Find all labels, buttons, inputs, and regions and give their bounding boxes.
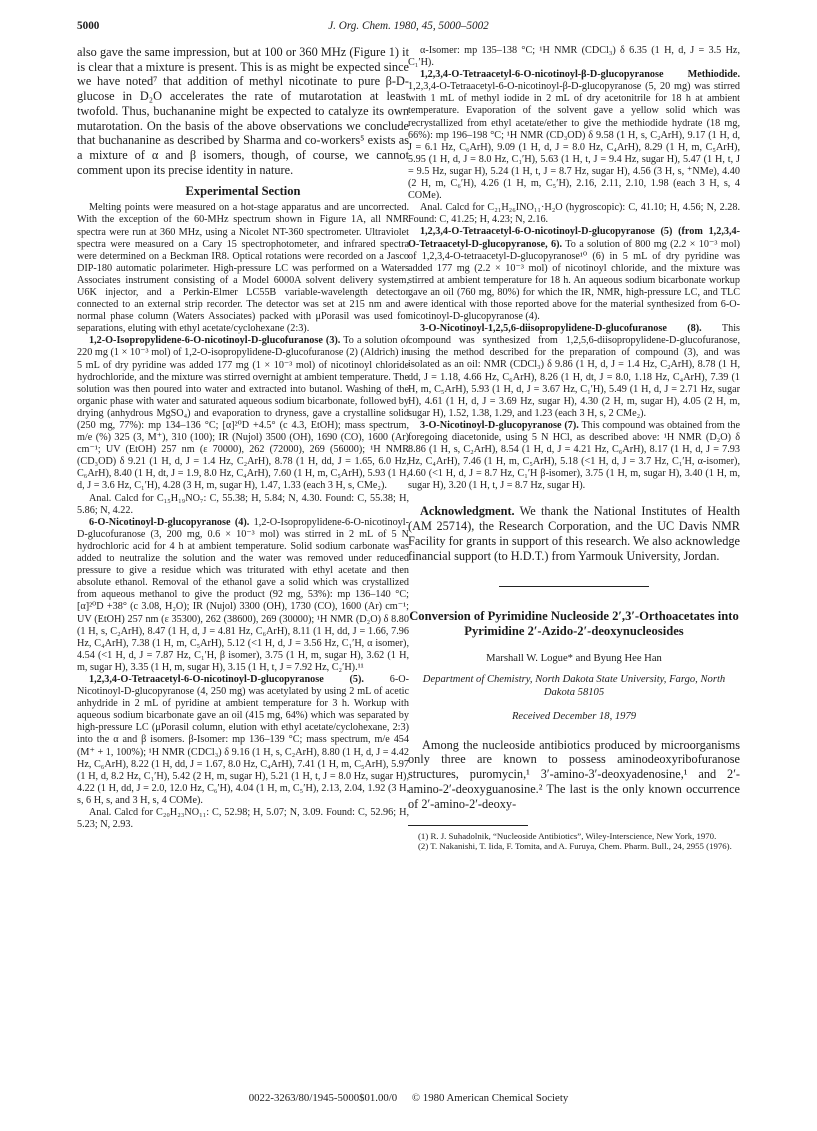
methiodide-text: 1,2,3,4-O-Tetraacetyl-6-O-nicotinoyl-β-D-glucopyranose (5, 20 mg) was stirred with 1 mL of methyl iodide in 2 mL of dry acetonitrile for 18 h at ambient temperature. Evaporation of the solvent gave a yellow solid which was recrystallized from ethyl acetate/ether to give the methiodide hydrate (18 mg, 66%): mp 196–198 °C; ¹H NMR (CD₃OD) δ 9.58 (1 H, s, C₂ArH), 9.17 (1 H, d, J = 6.1 Hz, C₆ArH), 9.09 (1 H, d, J = 8.0 Hz, C₄ArH), 8.29 (1 H, m, C₅ArH), 5.95 (1 H, d, J = 8.0 Hz, C₁′H), 5.63 (1 H, t, J = 9.4 Hz, sugar H), 5.47 (1 H, t, J = 9.5 Hz, sugar H), 5.24 (1 H, t, J = 8.7 Hz, sugar H), 4.56 (3 H, s, ⁺NMe), 4.40 (2 H, m, C₆′H), 4.26 (1 H, m, C₅′H), 2.16, 2.11, 2.10, 1.98 (each 3 H, s, 4 COMe). [408, 81, 740, 202]
compound5-text: 6-O-Nicotinoyl-D-glucopyranose (4, 250 mg) was acetylated by using 2 mL of acetic anhydride in 2 mL of pyridine at ambient temperature for 3 h. Workup with aqueous sodium bicarbonate gave an oil (415 mg, 64%) which was separated by high-pressure LC (μPorasil column, elution with ethyl acetate/cyclohexane, 2:3) into the α and β isomers. β-Isomer: mp 136–139 °C; mass spectrum, m/e 454 (M⁺ + 1, 100%); ¹H NMR (CDCl₃) δ 9.16 (1 H, s, C₂ArH), 8.80 (1 H, d, J = 4.42 Hz, C₆ArH), 8.22 (1 H, dd, J = 1.67, 8.0 Hz, C₄ArH), 7.41 (1 H, m, C₅ArH), 5.97 (1 H, d, 8.2 Hz, C₁′H), 5.42 (2 H, m, sugar H), 5.21 (1 H, t, J = 8.0 Hz, sugar H), 4.22 (1 H, dd, J = 2.0, 12.0 Hz, C₆′H), 4.04 (1 H, m, C₅′H), 2.13, 2.04, 1.92 (3 H, s, 6 H, s, and 3 H, s, 4 COMe). [77, 673, 409, 806]
affiliation: Department of Chemistry, North Dakota State University, Fargo, North Dakota 58105 [422, 673, 726, 698]
alpha-isomer: α-Isomer: mp 135–138 °C; ¹H NMR (CDCl₃) δ 6.35 (1 H, d, J = 3.5 Hz, C₁′H). [408, 45, 740, 69]
received-date: Received December 18, 1979 [511, 710, 637, 722]
compound5b-title: 1,2,3,4-O-Tetraacetyl-6-O-nicotinoyl-D-glucopyranose (5) (from 1,2,3,4-O-Tetraacetyl-D-glucopyranose, 6). [408, 226, 740, 250]
compound5b-paragraph [408, 226, 740, 323]
footnote-rule [408, 825, 528, 826]
compound4-title: 6-O-Nicotinoyl-D-glucopyranose (4). [89, 516, 250, 528]
page-header [77, 20, 740, 36]
compound5-title: 1,2,3,4-O-Tetraacetyl-6-O-nicotinoyl-D-glucopyranose (5). [89, 673, 364, 685]
footnote: (1) R. J. Suhadolnik, “Nucleoside Antibiotics”, Wiley-Interscience, New York, 1970. [418, 830, 717, 841]
compound5-anal: Anal. Calcd for C₂₀H₂₃NO₁₁: C, 52.98; H, 5.07; N, 3.09. Found: C, 52.96; H, 5.23; N, 2.93. [77, 807, 409, 831]
lead-paragraph: also gave the same impression, but at 100 or 360 MHz (Figure 1) it is clear that a mixture is present. This is as might be expected since we have noted⁷ that addition of methyl nicotinate to pure β-D-glucose in D₂O accelerates the rate of mutarotation at least twofold. Thus, buchananine might be expected to catalyze its own mutarotation. On the basis of the above observations we conclude that buchananine as described by Sharma and co-workers⁵ exists as a mixture of α and β isomers, though, of course, we cannot comment upon its precise identity in nature. [77, 45, 409, 177]
footnote: (2) T. Nakanishi, T. Iida, F. Tomita, and A. Furuya, Chem. Pharm. Bull., 24, 2955 (1976). [418, 841, 732, 852]
methiodide-anal: Anal. Calcd for C₂₁H₂₆INO₁₁·H₂O (hygroscopic): C, 41.10; H, 4.56; N, 2.28. Found: C, 41.25; H, 4.23; N, 2.16. [408, 202, 740, 226]
compound7-title: 3-O-Nicotinoyl-D-glucopyranose (7). [420, 419, 579, 431]
compound3-paragraph [77, 335, 409, 492]
compound4-text: 1,2-O-Isopropylidene-6-O-nicotinoyl-D-glucofuranose (3, 200 mg, 0.6 × 10⁻³ mol) was stirred in 2 mL of 5 N hydrochloric acid for 4 h at ambient temperature. Solid sodium carbonate was added to neutralize the solution and the water was removed under reduced pressure to give a residue which was triturated with ethyl acetate and then absolute ethanol. Removal of the ethanol gave a solid which was crystallized from aqueous methanol to give the product (92 mg, 53%): mp 136–140 °C; [α]²⁰D +38° (c 3.08, H₂O); IR (Nujol) 3300 (OH), 1730 (CO), 1600 (Ar) cm⁻¹; UV (EtOH) 257 nm (ε 35300), 262 (38600), 269 (30000); ¹H NMR (D₂O) δ 8.80 (1 H, s, C₂ArH), 8.47 (1 H, d, J = 4.81 Hz, C₆ArH), 8.11 (1 H, dd, J = 1.66, 7.96 Hz, C₄ArH), 7.38 (1 H, m, C₅ArH), 5.12 (<1 H, d, J = 3.56 Hz, C₁′H, α isomer), 4.54 (<1 H, d, J = 7.87 Hz, C₁′H, β isomer), 3.75 (1 H, m, sugar H), 3.62 (1 H, m, sugar H), 3.35 (1 H, m, sugar H), 3.15 (1 H, t, J = 7.92 Hz, C₂′H).¹¹ [77, 516, 409, 673]
section-heading: Experimental Section [185, 184, 301, 199]
authors: Marshall W. Logue* and Byung Hee Han [486, 652, 662, 664]
experimental-intro: Melting points were measured on a hot-stage apparatus and are uncorrected. With the exception of the 60-MHz spectrum shown in Figure 1A, all NMR spectra were run at 360 MHz, using a Nicolet NT-360 spectrometer. Ultraviolet spectra were measured on a Cary 15 spectrophotometer, and infrared spectra were determined on a Beckman IR8. Optical rotations were recorded on a Jasco DIP-180 automatic polarimeter. High-pressure LC was performed on a Waters Associates instrument consisting of a Model 6000A solvent delivery system, U6K injector, and a Perkin-Elmer LC55B variable-wavelength detector connected to an external strip recorder. The detector was set at 215 nm and a normal phase column (Waters Associates) packed with μPorasil was used for separations, eluting with ethyl acetate/cyclohexane (2:3). [77, 202, 409, 335]
compound8-text: This compound was synthesized from 1,2,5,6-diisopropylidene-D-glucofuranose, using the method described for the preparation of compound (3), and was isolated as an oil: NMR (CDCl₃) δ 9.86 (1 H, d, J = 1.4 Hz, C₂ArH), 8.78 (1 H, dd, J = 1.18, 4.66 Hz, C₆ArH), 8.26 (1 H, dt, J = 8.0, 1.18 Hz, C₄ArH), 7.39 (1 H, m, C₅ArH), 5.93 (1 H, d, J = 3.67 Hz, C₁′H), 5.49 (1 H, d, J = 2.71 Hz, sugar H), 4.61 (1 H, d, J = 3.69 Hz, sugar H), 4.30 (2 H, m, sugar H), 4.05 (2 H, m, sugar H), 1.52, 1.38, 1.29, and 1.23 (each 3 H, s, 2 CMe₂). [408, 323, 740, 419]
compound5-paragraph [77, 674, 409, 807]
methiodide-paragraph [408, 69, 740, 202]
article-title: Conversion of Pyrimidine Nucleoside 2′,3′-Orthoacetates into Pyrimidine 2′-Azido-2′-deoxynucleosides [409, 608, 739, 638]
compound7-text: This compound was obtained from the foregoing diacetonide, using 5 N HCl, as described above: ¹H NMR (D₂O) δ 8.86 (1 H, s, C₂ArH), 8.54 (1 H, d, J = 4.21 Hz, C₆ArH), 8.17 (1 H, d, J = 7.93 Hz, C₄ArH), 7.46 (1 H, m, C₅ArH), 5.18 (<1 H, d, J = 3.7 Hz, C₁′H, α-isomer), 4.60 (<1 H, d, J = 8.7 Hz, C₁′H β-isomer), 3.75 (1 H, m, sugar H), 3.40 (1 H, m, sugar H), 3.20 (1 H, t, J = 8.7 Hz, sugar H). [408, 419, 740, 492]
compound7-paragraph [408, 420, 740, 493]
left-column [77, 45, 409, 831]
compound3-text: To a solution of 220 mg (1 × 10⁻³ mol) of 1,2-O-isopropylidene-D-glucofuranose (2) (Aldrich) in 5 mL of dry pyridine was added 177 mg (1 × 10⁻³ mol) of nicotinoyl chloride hydrochloride, and the mixture was stirred overnight at ambient temperature. The solution was then poured into water and extracted into butanol. Washing of the organic phase with water and saturated aqueous sodium bicarbonate, followed by drying (anhydrous MgSO₄) and evaporation to dryness, gave a crystalline solid (250 mg, 77%): mp 134–136 °C; [α]²⁰D +4.5° (c 4.3, EtOH); mass spectrum, m/e (%) 325 (3, M⁺), 310 (100); IR (Nujol) 3500 (OH), 1690 (CO), 1600 (Ar) cm⁻¹; UV (EtOH) 257 nm (ε 70000), 262 (72000), 269 (56000); ¹H NMR (CD₃OD) δ 9.21 (1 H, d, J = 1.4 Hz, C₂ArH), 8.78 (1 H, dd, J = 1.65, 6.0 Hz, C₆ArH), 8.40 (1 H, dt, J = 1.9, 8.0 Hz, C₄ArH), 7.60 (1 H, m, C₅ArH), 5.93 (1 H, d, J = 3.6 Hz, C₁′H), 4.28 (3 H, m, sugar H), 1.47, 1.33 (each 3 H, s, CMe₂). [77, 335, 409, 492]
acknowledgment-text: We thank the National Institutes of Health (AM 25714), the Research Corporation, and the UC Davis NMR Facility for grants in support of this research. We also acknowledge financial support (to H.D.T.) from Yarmouk University, Jordan. [408, 504, 740, 563]
abstract-paragraph: Among the nucleoside antibiotics produced by microorganisms only three are known to possess aminodeoxyribofuranose structures, puromycin,¹ 3′-amino-3′-deoxyadenosine,¹ and 2′-amino-2′-deoxyguanosine.² The last is the only known occurrence of 2′-amino-2′-deoxy- [408, 737, 740, 811]
page-footer [77, 1092, 740, 1104]
compound8-title: 3-O-Nicotinoyl-1,2,5,6-diisopropylidene-D-glucofuranose (8). [420, 323, 702, 335]
compound3-anal: Anal. Calcd for C₁₅H₁₉NO₇: C, 55.38; H, 5.84; N, 4.30. Found: C, 55.38; H, 5.86; N, 4.22. [77, 492, 409, 516]
article-divider [499, 586, 649, 587]
methiodide-title: 1,2,3,4-O-Tetraacetyl-6-O-nicotinoyl-β-D-glucopyranose Methiodide. [420, 69, 740, 81]
footer-copyright: © 1980 American Chemical Society [411, 1092, 569, 1104]
compound3-title: 1,2-O-Isopropylidene-6-O-nicotinoyl-D-glucofuranose (3). [89, 335, 341, 347]
acknowledgment [408, 504, 740, 563]
right-column [408, 45, 740, 852]
compound4-paragraph [77, 517, 409, 674]
acknowledgment-heading: Acknowledgment. [420, 504, 515, 519]
footer-code: 0022-3263/80/1945-5000$01.00/0 [248, 1092, 398, 1104]
compound5b-text: To a solution of 800 mg (2.2 × 10⁻³ mol) of 1,2,3,4-O-tetraacetyl-D-glucopyranose¹⁰ (6) in 5 mL of dry pyridine was added 177 mg (2.2 × 10⁻³ mol) of nicotinoyl chloride, and the mixture was stirred at ambient temperature for 18 h. An aqueous sodium bicarbonate workup gave an oil (760 mg, 80%) for which the IR, NMR, high-pressure LC, and TLC were identical with those reported above for the material synthesized from 6-O-nicotinoyl-D-glucopyranose (4). [408, 238, 740, 323]
running-head: J. Org. Chem. 1980, 45, 5000–5002 [328, 20, 489, 32]
page-number: 5000 [77, 20, 100, 32]
compound8-paragraph [408, 323, 740, 420]
